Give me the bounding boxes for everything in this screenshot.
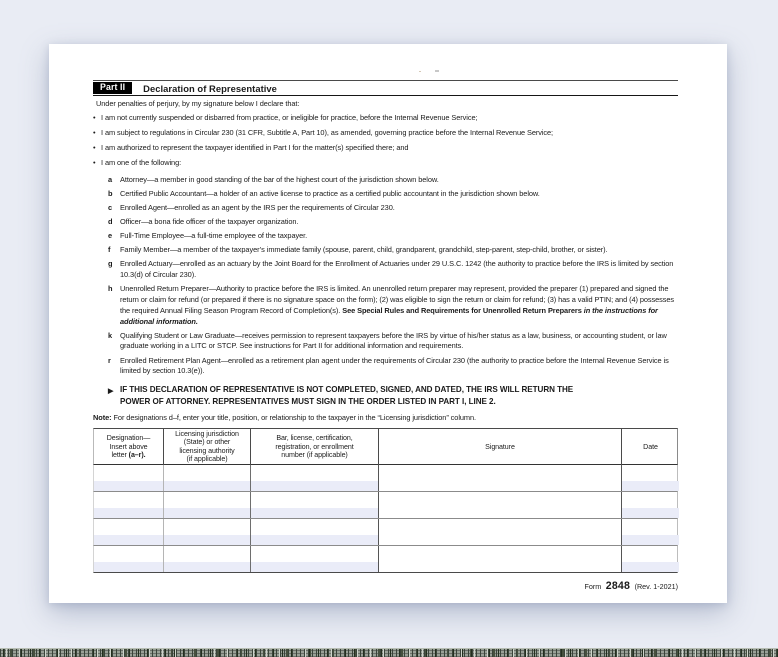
text-segment: Insert above [109, 442, 148, 451]
text-segment: Enrolled Agent—enrolled as an agent by the IRS per the requirements of Circular 230. [120, 202, 395, 212]
designation-letter: r [108, 355, 111, 365]
form-field-highlight[interactable] [164, 535, 250, 545]
designation-field-cell[interactable] [94, 546, 163, 572]
form-field-highlight[interactable] [622, 562, 679, 572]
header-line [275, 443, 353, 452]
designation-field-cell[interactable] [94, 519, 163, 545]
number-field-cell[interactable] [250, 546, 378, 572]
column-header-5 [621, 429, 679, 465]
designation-item-b [93, 189, 678, 200]
text-segment: (State) or other [183, 438, 231, 447]
designation-item-r [93, 356, 678, 378]
text-segment: number (if applicable) [281, 451, 348, 460]
designation-item-c [93, 203, 678, 214]
signature-cell[interactable] [378, 546, 621, 572]
table-row [93, 519, 678, 546]
part-title: Declaration of Representative [143, 82, 277, 94]
bullet-icon: • [93, 113, 96, 123]
text-segment: Bar, license, certification, [276, 434, 353, 443]
text-segment: registration, or enrollment [275, 442, 354, 451]
table-row [93, 546, 678, 573]
warning-line: POWER OF ATTORNEY. REPRESENTATIVES MUST SIGN IN THE ORDER LISTED IN PART I, LINE 2. [120, 397, 496, 407]
table-row [93, 492, 678, 519]
warning-paragraph [93, 384, 678, 408]
header-line [485, 443, 515, 452]
right-pointer-icon: ▶ [108, 387, 114, 395]
header-line [276, 434, 352, 443]
designation-letter: k [108, 330, 113, 340]
designation-text [120, 203, 678, 214]
number-field-cell[interactable] [250, 465, 378, 491]
warning-line: IF THIS DECLARATION OF REPRESENTATIVE IS NOT COMPLETED, SIGNED, AND DATED, THE IRS WILL RETURN THE [120, 385, 574, 395]
designation-letter: c [108, 202, 113, 212]
jurisdiction-field-cell[interactable] [163, 492, 250, 518]
designation-item-g [93, 259, 678, 281]
designation-item-k [93, 331, 678, 353]
note-label: Note: [93, 413, 112, 423]
designation-text [120, 217, 678, 228]
bullet-icon: • [93, 143, 96, 153]
designation-letter: h [108, 284, 113, 294]
designation-letter: b [108, 188, 113, 198]
header-line [187, 455, 228, 464]
form-field-highlight[interactable] [164, 508, 250, 518]
column-header-4 [378, 429, 621, 465]
text-segment: Date [643, 442, 658, 451]
header-line [107, 434, 151, 443]
designation-letter: e [108, 231, 113, 241]
form-field-highlight[interactable] [251, 508, 378, 518]
text-segment: letter [111, 451, 129, 460]
form-field-highlight[interactable] [622, 508, 679, 518]
column-header-3 [250, 429, 378, 465]
declaration-bullets [93, 113, 678, 169]
perjury-intro: Under penalties of perjury, by my signature below I declare that: [96, 98, 300, 108]
designation-item-f [93, 245, 678, 256]
text-segment: in the instructions for additional information. [120, 305, 658, 326]
designation-text [120, 331, 678, 353]
text-segment: Enrolled Retirement Plan Agent—enrolled as a retirement plan agent under the requirements of Circular 230 (the authority to practice before the Internal Revenue Service is limited by section 10.3(e)). [120, 355, 669, 376]
header-line [109, 443, 147, 452]
declaration-bullet [93, 143, 678, 154]
note-text: For designations d–f, enter your title, position, or relationship to the taxpayer in the “Licensing jurisdiction” column. [111, 413, 476, 423]
designation-text [120, 259, 678, 281]
designation-letter: a [108, 174, 113, 184]
signature-cell[interactable] [378, 465, 621, 491]
designation-field-cell[interactable] [94, 465, 163, 491]
designation-text [120, 356, 678, 378]
jurisdiction-field-cell[interactable] [163, 519, 250, 545]
declaration-bullet [93, 113, 678, 124]
bullet-icon: • [93, 128, 96, 138]
note-line [93, 413, 678, 424]
bullet-text: I am authorized to represent the taxpayer identified in Part I for the matter(s) specified there; and [101, 143, 409, 153]
designation-letter: d [108, 217, 113, 227]
form-page [49, 44, 727, 603]
designation-list [93, 175, 678, 377]
designation-text [120, 245, 678, 256]
designation-item-e [93, 231, 678, 242]
representative-table [93, 428, 678, 573]
text-segment: Officer—a bona fide officer of the taxpayer organization. [120, 217, 299, 227]
text-segment: licensing authority [179, 446, 235, 455]
signature-cell[interactable] [378, 519, 621, 545]
text-segment: See Special Rules and Requirements for Unenrolled Return Preparers [342, 305, 584, 315]
declaration-bullet [93, 128, 678, 139]
text-segment: Family Member—a member of the taxpayer’s immediate family (spouse, parent, child, grandparent, grandchild, step-parent, step-child, brother, or sister). [120, 245, 608, 255]
column-header-1 [94, 429, 163, 465]
declaration-bullet [93, 158, 678, 169]
text-segment: Qualifying Student or Law Graduate—receives permission to represent taxpayers before the IRS by virtue of his/her status as a law, business, or accounting student, or law graduate working in a LITC or STCP. See instructions for Part II for additional information and requirements. [120, 330, 667, 351]
number-field-cell[interactable] [250, 519, 378, 545]
designation-text [120, 231, 678, 242]
form-footer [93, 576, 678, 594]
warning-text [120, 384, 678, 408]
designation-text [120, 175, 678, 186]
text-segment: Full-Time Employee—a full-time employee of the taxpayer. [120, 231, 308, 241]
date-field-cell[interactable] [621, 492, 679, 518]
text-segment: Unenrolled Return Preparer—Authority to practice before the IRS is limited. An unenrolled return preparer may represent, provided the preparer (1) prepared and signed the return or claim for refund (or prepared if there is no signature space on the form); (2) was eligible to sign the return or claim for refund; (3) has a valid PTIN; and (4) possesses the required Annual Filing Season Program Record of Completion(s). [120, 284, 675, 315]
text-segment: (if applicable) [186, 455, 228, 464]
form-field-highlight[interactable] [164, 562, 250, 572]
text-segment: Licensing jurisdiction [175, 429, 239, 438]
jurisdiction-field-cell[interactable] [163, 465, 250, 491]
text-segment: (a–r). [128, 451, 146, 460]
text-segment: Enrolled Actuary—enrolled as an actuary by the Joint Board for the Enrollment of Actuaries under 29 U.S.C. 1242 (the authority to practice before the IRS is limited by section 10.3(d) of Circular 230). [120, 259, 674, 280]
text-segment: Certified Public Accountant—a holder of an active license to practice as a certified public accountant in the jurisdiction shown below. [120, 188, 540, 198]
bullet-icon: • [93, 158, 96, 168]
form-field-highlight[interactable] [94, 481, 163, 491]
date-field-cell[interactable] [621, 519, 679, 545]
part-label: Part II [93, 82, 132, 94]
designation-item-h [93, 284, 678, 327]
footer-revision: (Rev. 1-2021) [634, 581, 678, 591]
bullet-text: I am not currently suspended or disbarred from practice, or ineligible for practice, before the Internal Revenue Service; [101, 113, 478, 123]
bullet-text: I am one of the following: [101, 158, 182, 168]
text-segment: Designation— [106, 434, 151, 443]
bullet-text: I am subject to regulations in Circular 230 (31 CFR, Subtitle A, Part 10), as amended, governing practice before the Internal Revenue Service; [101, 128, 554, 138]
form-field-highlight[interactable] [94, 508, 163, 518]
table-row [93, 465, 678, 492]
text-segment: Signature [485, 442, 515, 451]
designation-text [120, 189, 678, 200]
form-field-highlight[interactable] [164, 481, 250, 491]
form-field-highlight[interactable] [251, 481, 378, 491]
stray-marks [419, 70, 449, 73]
header-line [643, 443, 658, 452]
form-content [93, 80, 678, 594]
footer-form-word: Form [584, 581, 602, 591]
date-field-cell[interactable] [621, 465, 679, 491]
form-field-highlight[interactable] [251, 535, 378, 545]
table-body [93, 465, 678, 573]
scan-noise-strip [0, 648, 778, 657]
designation-item-a [93, 175, 678, 186]
designation-letter: f [108, 245, 111, 255]
designation-field-cell[interactable] [94, 492, 163, 518]
form-field-highlight[interactable] [94, 535, 163, 545]
designation-item-d [93, 217, 678, 228]
jurisdiction-field-cell[interactable] [163, 546, 250, 572]
header-line [179, 447, 234, 456]
form-field-highlight[interactable] [622, 481, 679, 491]
signature-cell[interactable] [378, 492, 621, 518]
date-field-cell[interactable] [621, 546, 679, 572]
form-field-highlight[interactable] [622, 535, 679, 545]
header-line [281, 451, 347, 460]
designation-letter: g [108, 259, 113, 269]
column-header-2 [163, 429, 250, 465]
header-line [111, 451, 145, 460]
footer-form-number: 2848 [605, 579, 631, 592]
table-header-row [93, 428, 678, 465]
text-segment: Attorney—a member in good standing of the bar of the highest court of the jurisdiction shown below. [120, 174, 439, 184]
part-ii-header [93, 82, 678, 96]
form-field-highlight[interactable] [251, 562, 378, 572]
designation-text [120, 284, 678, 327]
header-line [175, 430, 239, 439]
number-field-cell[interactable] [250, 492, 378, 518]
form-field-highlight[interactable] [94, 562, 163, 572]
header-line [184, 438, 230, 447]
